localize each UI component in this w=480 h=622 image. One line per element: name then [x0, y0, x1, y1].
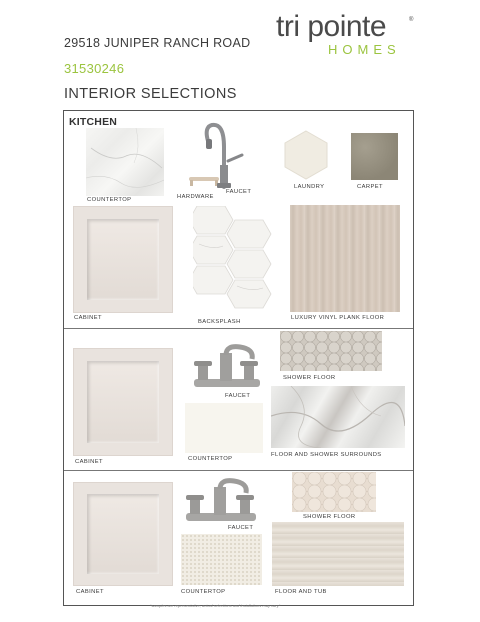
- bath2-shower-floor-label: SHOWER FLOOR: [303, 514, 356, 520]
- bath1-cabinet-door-swatch: [73, 348, 173, 456]
- section-divider: [64, 470, 413, 471]
- bath1-cabinet-label: CABINET: [75, 459, 103, 465]
- bath1-faucet-label: FAUCET: [225, 393, 251, 399]
- bath2-tub-label: FLOOR AND TUB: [275, 589, 327, 595]
- kitchen-countertop-swatch: [86, 128, 164, 196]
- bath2-shower-floor-swatch: [292, 472, 376, 512]
- bath2-cabinet-label: CABINET: [76, 589, 104, 595]
- section-divider: [64, 328, 413, 329]
- bath1-countertop-swatch: [185, 403, 263, 453]
- page-subtitle: INTERIOR SELECTIONS: [64, 86, 237, 102]
- kitchen-faucet-label: FAUCET: [226, 189, 252, 195]
- luxury-vinyl-plank-swatch: [290, 205, 400, 312]
- carpet-swatch: [351, 133, 398, 180]
- disclaimer-note: *samples are representative; actual selections and installations may vary*: [150, 603, 281, 608]
- kitchen-floor-label: LUXURY VINYL PLANK FLOOR: [291, 315, 385, 321]
- brand-logo-tagline: HOMES: [328, 42, 401, 57]
- bath1-shower-floor-label: SHOWER FLOOR: [283, 375, 336, 381]
- kitchen-hardware-label: HARDWARE: [177, 194, 214, 200]
- kitchen-cabinet-label: CABINET: [74, 315, 102, 321]
- bath2-tub-travertine-swatch: [272, 522, 404, 586]
- kitchen-countertop-label: COUNTERTOP: [87, 197, 132, 203]
- bath2-countertop-label: COUNTERTOP: [181, 589, 226, 595]
- kitchen-section-title: KITCHEN: [69, 116, 118, 128]
- bath1-shower-floor-swatch: [280, 331, 382, 371]
- bath2-countertop-swatch: [181, 534, 262, 585]
- property-address: 29518 JUNIPER RANCH ROAD: [64, 36, 251, 50]
- bath1-surround-marble-swatch: [271, 386, 405, 448]
- bath2-faucet-label: FAUCET: [228, 525, 254, 531]
- brand-logo-wordmark: tri pointe: [276, 10, 387, 43]
- laundry-hex-tile-icon: [284, 130, 328, 180]
- bath1-countertop-label: COUNTERTOP: [188, 456, 233, 462]
- kitchen-cabinet-door-swatch: [73, 206, 173, 313]
- kitchen-faucet-icon: [202, 117, 250, 189]
- bath1-surrounds-label: FLOOR AND SHOWER SURROUNDS: [271, 452, 382, 458]
- backsplash-label: BACKSPLASH: [198, 319, 241, 325]
- bath1-faucet-icon: [192, 343, 264, 393]
- listing-number: 31530246: [64, 61, 125, 76]
- backsplash-tile-icon: [193, 206, 273, 318]
- laundry-label: LAUNDRY: [294, 184, 325, 190]
- registered-mark: ®: [409, 17, 414, 23]
- bath2-faucet-icon: [184, 477, 260, 527]
- carpet-label: CARPET: [357, 184, 383, 190]
- bath2-cabinet-door-swatch: [73, 482, 173, 586]
